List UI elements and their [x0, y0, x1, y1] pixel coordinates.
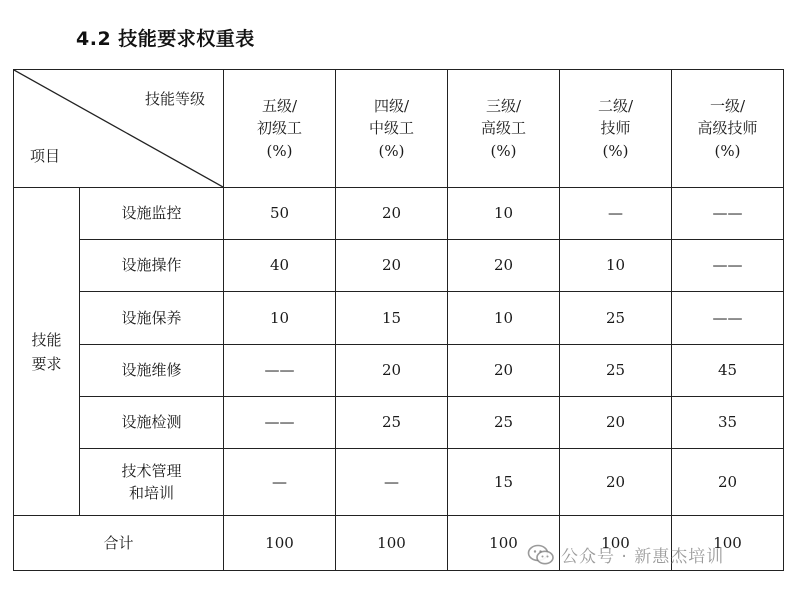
- total-label-cell: 合计: [14, 516, 224, 571]
- value-cell: 20: [336, 240, 448, 292]
- total-value-cell: 100: [560, 516, 672, 571]
- table-row: [14, 292, 784, 345]
- skill-level-label: 技能等级: [144, 90, 205, 108]
- section-heading: 4.2 技能要求权重表: [76, 28, 255, 50]
- table-row: [14, 345, 784, 397]
- item-cell: [80, 292, 224, 345]
- value-cell: 20: [560, 397, 672, 449]
- value-cell: 10: [448, 292, 560, 345]
- level-header-line: 三级/: [485, 96, 522, 115]
- category-line: 要求: [31, 354, 62, 373]
- level-header-unit: (%): [602, 141, 629, 160]
- value-cell: 50: [224, 188, 336, 240]
- level-header-2: [560, 70, 672, 188]
- table-row: [14, 449, 784, 516]
- level-header-unit: (%): [378, 141, 405, 160]
- total-value-cell: 100: [224, 516, 336, 571]
- table-row: [14, 188, 784, 240]
- value-cell: 20: [336, 188, 448, 240]
- item-label: 项目: [30, 146, 61, 165]
- value-cell: 10: [448, 188, 560, 240]
- total-row: [14, 516, 784, 571]
- value-cell: 20: [448, 240, 560, 292]
- table-row: [14, 240, 784, 292]
- level-header-line: 初级工: [256, 119, 302, 138]
- value-cell: 20: [336, 345, 448, 397]
- item-cell: [80, 345, 224, 397]
- value-cell: 25: [560, 292, 672, 345]
- value-cell: ——: [672, 240, 784, 292]
- level-header-line: 四级/: [373, 96, 410, 115]
- value-cell: ——: [672, 188, 784, 240]
- level-header-5: [224, 70, 336, 188]
- total-value-cell: 100: [672, 516, 784, 571]
- level-header-line: 五级/: [261, 96, 298, 115]
- value-cell: 45: [672, 345, 784, 397]
- item-cell: [80, 188, 224, 240]
- level-header-unit: (%): [490, 141, 517, 160]
- level-header-line: 技师: [600, 119, 631, 138]
- value-cell: —: [560, 188, 672, 240]
- item-text: 设施检测: [121, 413, 182, 432]
- value-cell: 15: [448, 449, 560, 516]
- item-text: 技术管理: [121, 461, 182, 480]
- item-cell: [80, 240, 224, 292]
- level-header-line: 高级技师: [697, 119, 758, 138]
- item-text: 设施维修: [121, 361, 182, 380]
- category-line: 技能: [31, 330, 62, 349]
- value-cell: 40: [224, 240, 336, 292]
- level-header-line: 高级工: [480, 119, 526, 138]
- watermark-text: 公众号 · 新惠杰培训: [561, 547, 725, 567]
- value-cell: ——: [224, 397, 336, 449]
- value-cell: 10: [560, 240, 672, 292]
- value-cell: 10: [224, 292, 336, 345]
- level-header-line: 二级/: [597, 96, 634, 115]
- skill-weight-table: [13, 69, 784, 571]
- value-cell: 25: [336, 397, 448, 449]
- level-header-1: [672, 70, 784, 188]
- total-value-cell: 100: [336, 516, 448, 571]
- value-cell: 25: [560, 345, 672, 397]
- level-header-line: 一级/: [709, 96, 746, 115]
- level-header-unit: (%): [714, 141, 741, 160]
- value-cell: 25: [448, 397, 560, 449]
- item-text: 和培训: [128, 484, 174, 502]
- item-cell: [80, 397, 224, 449]
- value-cell: 20: [672, 449, 784, 516]
- value-cell: 35: [672, 397, 784, 449]
- total-value-cell: 100: [448, 516, 560, 571]
- item-cell: [80, 449, 224, 516]
- level-header-line: 中级工: [368, 119, 414, 138]
- value-cell: 20: [448, 345, 560, 397]
- value-cell: 15: [336, 292, 448, 345]
- item-text: 设施操作: [121, 256, 182, 275]
- value-cell: ——: [224, 345, 336, 397]
- value-cell: —: [336, 449, 448, 516]
- category-cell: [14, 188, 80, 516]
- level-header-4: [336, 70, 448, 188]
- table-row: [14, 397, 784, 449]
- item-text: 设施保养: [121, 308, 182, 327]
- item-text: 设施监控: [121, 204, 182, 223]
- level-header-3: [448, 70, 560, 188]
- level-header-unit: (%): [266, 141, 293, 160]
- header-row: [14, 70, 784, 188]
- value-cell: 20: [560, 449, 672, 516]
- corner-header-cell: [14, 70, 224, 188]
- value-cell: ——: [672, 292, 784, 345]
- value-cell: —: [224, 449, 336, 516]
